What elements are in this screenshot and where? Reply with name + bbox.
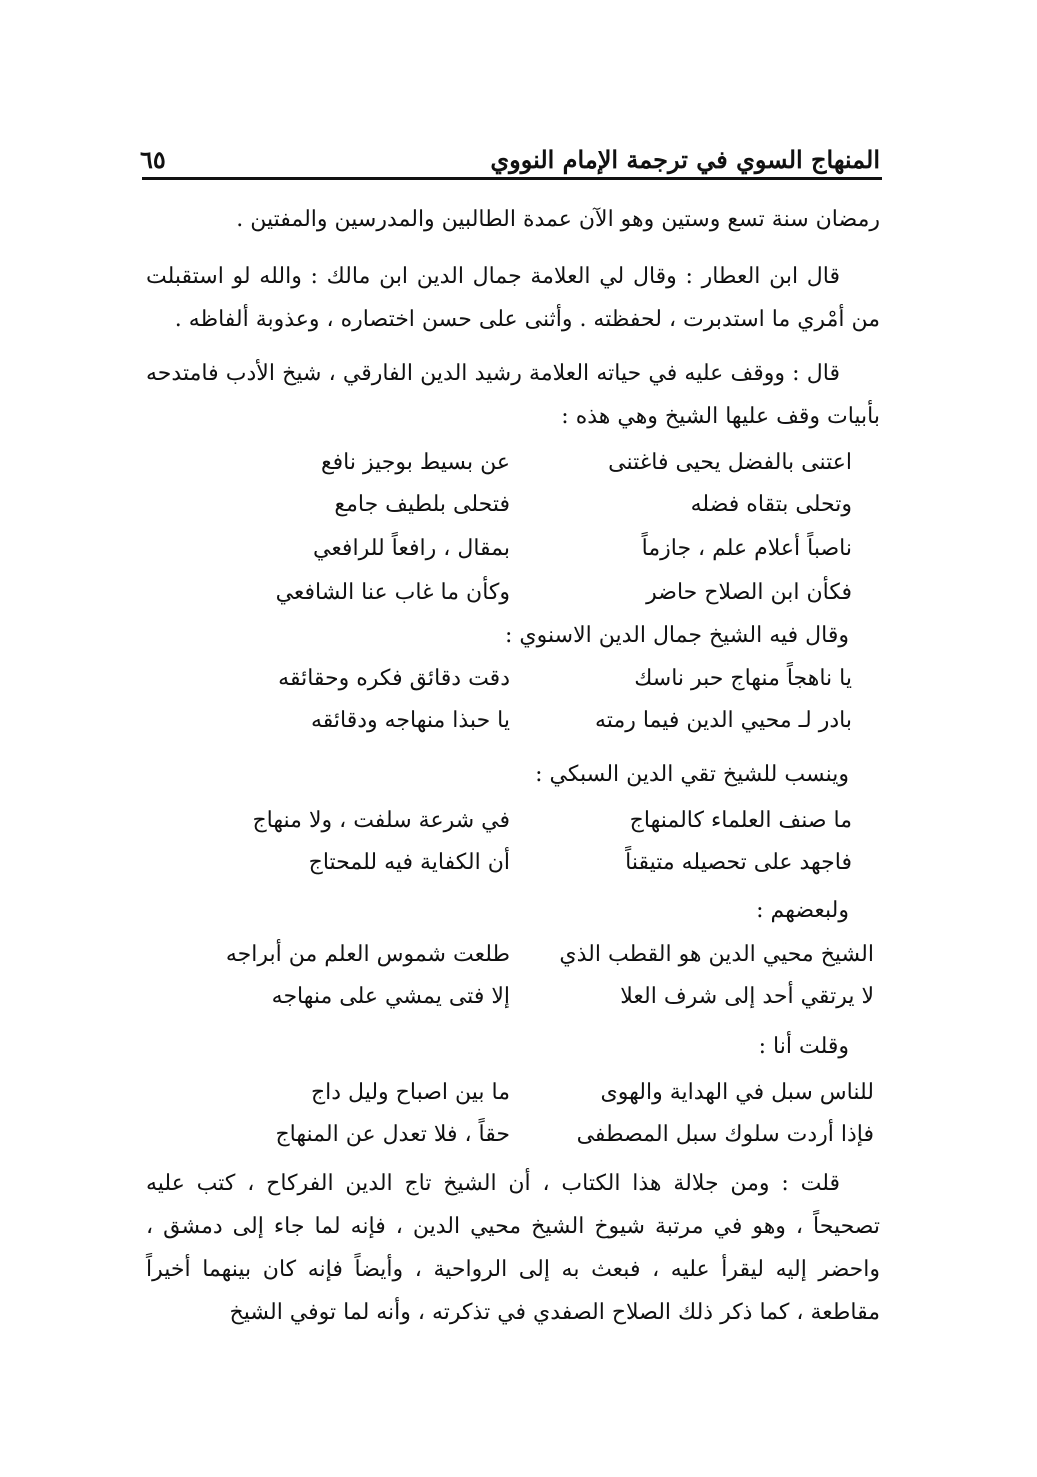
verse-first-hemistich: الشيخ محيي الدين هو القطب الذي bbox=[559, 942, 874, 967]
poem-intro-isnawi: وقال فيه الشيخ جمال الدين الاسنوي : bbox=[505, 623, 849, 648]
paragraph-ibn-al-attar: قال ابن العطار : وقال لي العلامة جمال الدين ابن مالك : والله لو استقبلت من أمْري ما استدبرت ، لحفظته . وأثنى على حسن اختصاره ، وعذوبة ألفاظه . bbox=[146, 264, 880, 332]
poem-intro-anonymous: ولبعضهم : bbox=[756, 898, 849, 923]
page-number: ٦٥ bbox=[140, 145, 166, 174]
running-title: المنهاج السوي في ترجمة الإمام النووي bbox=[490, 145, 880, 174]
verse-first-hemistich: فاجهد على تحصيله متيقناً bbox=[625, 850, 852, 875]
verse-second-hemistich: بمقال ، رافعاً للرافعي bbox=[312, 536, 510, 561]
header-rule bbox=[142, 177, 882, 180]
paragraph-al-fariqi: قال : ووقف عليه في حياته العلامة رشيد الدين الفارقي ، شيخ الأدب فامتدحه بأبيات وقف عليها الشيخ وهي هذه : bbox=[146, 361, 880, 429]
verse-first-hemistich: بادر لـ محيي الدين فيما رمته bbox=[595, 708, 852, 733]
verse bbox=[150, 932, 882, 978]
verse-second-hemistich: وكأن ما غاب عنا الشافعي bbox=[275, 580, 510, 605]
verse-second-hemistich: يا حبذا منهاجه ودقائقه bbox=[310, 708, 510, 733]
verse bbox=[150, 974, 882, 1020]
verse-second-hemistich: عن بسيط بوجيز نافع bbox=[320, 450, 510, 475]
verse-second-hemistich: في شرعة سلفت ، ولا منهاج bbox=[252, 808, 510, 833]
paragraph-continuation: رمضان سنة تسع وستين وهو الآن عمدة الطالبين والمدرسين والمفتين . bbox=[236, 207, 880, 232]
verse-second-hemistich: إلا فتى يمشي على منهاجه bbox=[271, 984, 510, 1009]
poem-intro-subki: وينسب للشيخ تقي الدين السبكي : bbox=[535, 762, 849, 787]
verse bbox=[150, 526, 882, 572]
verse bbox=[150, 570, 882, 616]
verse-second-hemistich: طلعت شموس العلم من أبراجه bbox=[225, 942, 510, 967]
verse-first-hemistich: ما صنف العلماء كالمنهاج bbox=[629, 808, 852, 833]
verse-first-hemistich: فإذا أردت سلوك سبل المصطفى bbox=[576, 1122, 874, 1147]
verse-first-hemistich: لا يرتقي أحد إلى شرف العلا bbox=[620, 984, 874, 1009]
verse bbox=[150, 840, 882, 886]
verse-second-hemistich: حقاً ، فلا تعدل عن المنهاج bbox=[275, 1122, 510, 1147]
verse bbox=[150, 798, 882, 844]
verse bbox=[150, 482, 882, 528]
verse-first-hemistich: وتحلى بتقاه فضله bbox=[690, 492, 852, 517]
verse-first-hemistich: ناصباً أعلام علم ، جازماً bbox=[641, 536, 852, 561]
verse-first-hemistich: للناس سبل في الهداية والهوى bbox=[600, 1080, 874, 1105]
verse-first-hemistich: اعتنى بالفضل يحيى فاغتنى bbox=[608, 450, 852, 475]
poem-intro-author: وقلت أنا : bbox=[758, 1034, 849, 1059]
verse bbox=[150, 698, 882, 744]
verse-first-hemistich: يا ناهجاً منهاج حبر ناسك bbox=[634, 666, 852, 691]
verse-second-hemistich: أن الكفاية فيه للمحتاج bbox=[308, 850, 510, 875]
verse-second-hemistich: دقت دقائق فكره وحقائقه bbox=[278, 666, 510, 691]
paragraph-fazari: قلت : ومن جلالة هذا الكتاب ، أن الشيخ تاج الدين الفركاح ، كتب عليه تصحيحاً ، وهو في مرتبة شيوخ الشيخ محيي الدين ، فإنه لما جاء إلى دمشق ، واحضر إليه ليقرأ عليه ، فبعث به إلى الرواحية ، وأيضاً فإنه كان بينهما أخيراً مقاطعة ، كما ذكر ذلك الصلاح الصفدي في تذكرته ، وأنه لما توفي الشيخ bbox=[146, 1171, 880, 1325]
verse bbox=[150, 1112, 882, 1158]
verse-second-hemistich: ما بين اصباح وليل داج bbox=[310, 1080, 510, 1105]
page-header bbox=[140, 130, 880, 174]
verse-second-hemistich: فتحلى بلطيف جامع bbox=[334, 492, 510, 517]
verse bbox=[150, 440, 882, 486]
verse bbox=[150, 656, 882, 702]
verse bbox=[150, 1070, 882, 1116]
verse-first-hemistich: فكأن ابن الصلاح حاضر bbox=[646, 580, 852, 605]
